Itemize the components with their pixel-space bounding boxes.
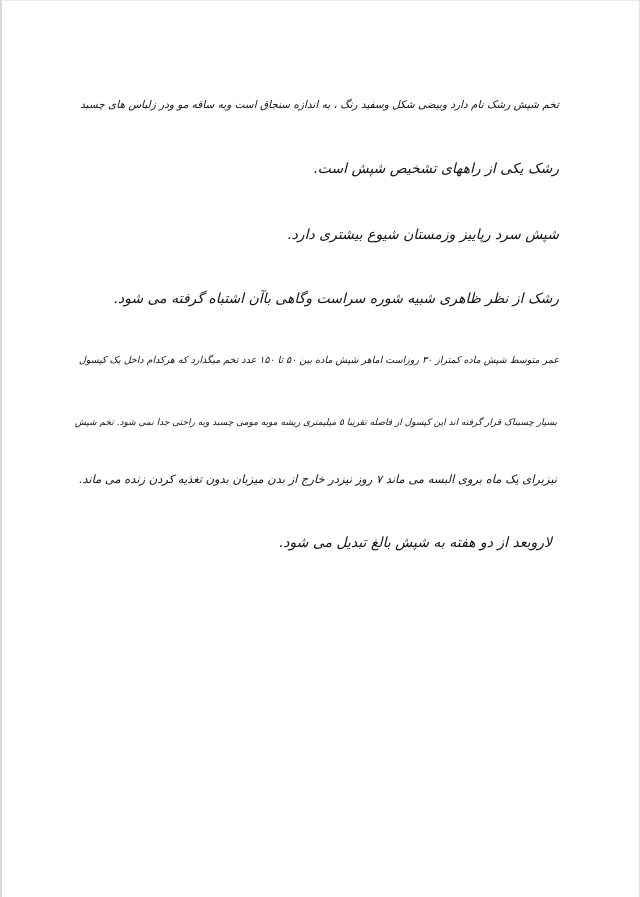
paragraph-5-line-1: لاروبعد از دو هفته به شپش بالغ تبدیل می شود. [278, 535, 552, 551]
paragraph-1-line-1: تخم شپش رشک نام دارد وبیضی شکل وسفید رنگ ، به اندازه سنجاق است وبه ساقه مو ودر زلباس های چسبد [80, 99, 559, 111]
paragraph-3-line-1: رشک از نظر ظاهری شبیه شوره سراست وگاهی باآن اشتباه گرفته می شود. [113, 291, 559, 307]
paragraph-4-line-1: عمر متوسط شپش ماده کمتراز ۳۰ روزاست اماهر شپش ماده بین ۵۰ تا ۱۵۰ عدد تخم میگذارد که هرکدام داخل یک کپسول [78, 355, 559, 366]
paragraph-2-line-1: شپش سرد رپاییز وزمستان شیوع بیشتری دارد. [287, 227, 559, 243]
paragraph-1-line-2: رشک یکی از راههای تشخیص شپش است. [313, 161, 559, 177]
paragraph-4-line-2: بسیار چسبناک قرار گرفته اند این کپسول از فاصله تقریبا ۵ میلیمتری ریشه موبه مومی چسبد وبه راحتی جدا نمی شود. تخم شپش [74, 418, 557, 428]
paragraph-4-line-3: نیزبرای یک ماه بروی البسه می ماند ۷ روز نیزدر خارج از بدن میزبان بدون تغذیه کردن زنده می ماند. [78, 472, 557, 486]
